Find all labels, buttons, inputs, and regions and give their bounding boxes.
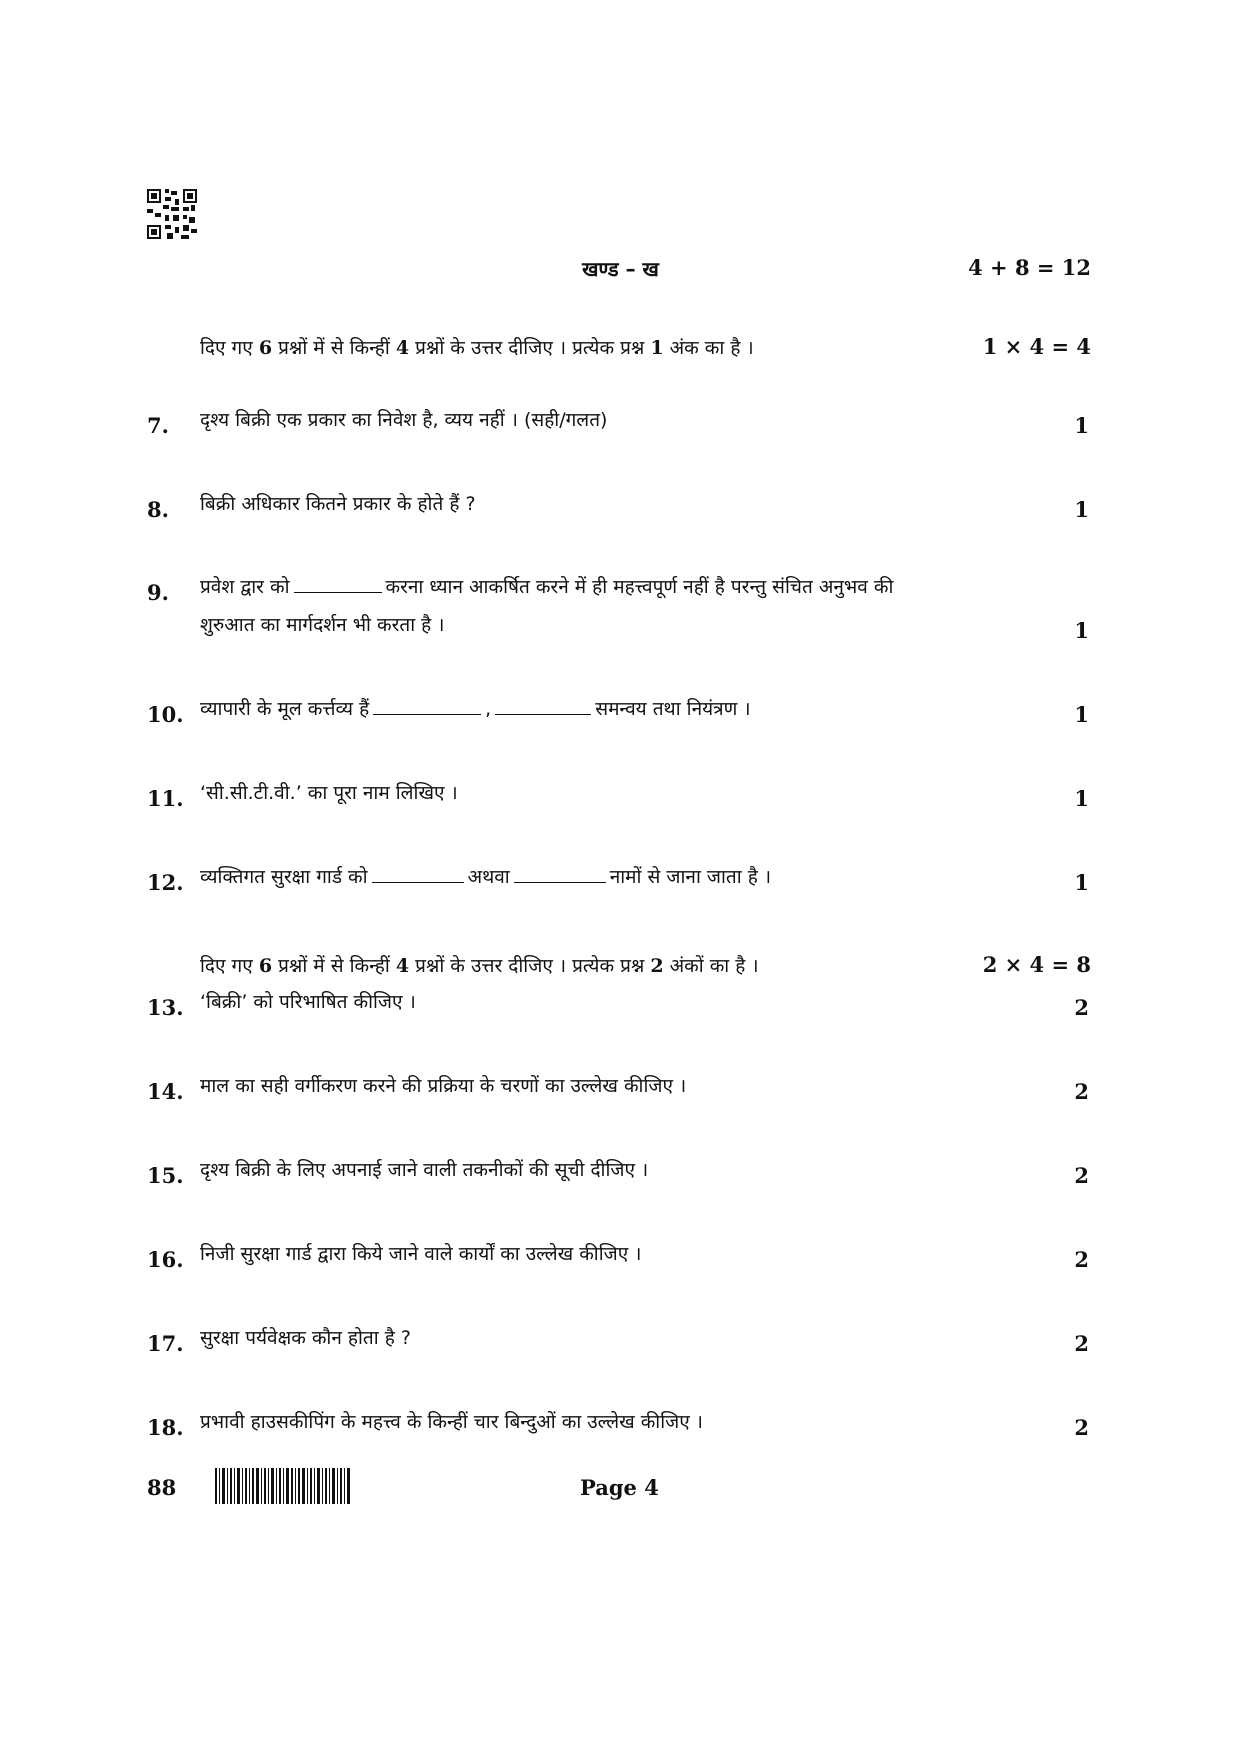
page-number: Page 4 <box>580 1475 659 1500</box>
question-text: निजी सुरक्षा गार्ड द्वारा किये जाने वाले कार्यों का उल्लेख कीजिए । <box>200 1243 642 1265</box>
answer-blank <box>495 695 591 715</box>
question-text: प्रभावी हाउसकीपिंग के महत्त्व के किन्हीं चार बिन्दुओं का उल्लेख कीजिए । <box>200 1411 703 1433</box>
instruction-1-marks: 1 × 4 = 4 <box>982 334 1091 359</box>
question-text: दृश्य बिक्री एक प्रकार का निवेश है, व्यय नहीं । (सही/गलत) <box>200 409 608 431</box>
question-text: बिक्री अधिकार कितने प्रकार के होते हैं ? <box>200 493 476 515</box>
qr-code <box>147 188 197 240</box>
instruction-1: दिए गए 6 प्रश्नों में से किन्हीं 4 प्रश्नों के उत्तर दीजिए । प्रत्येक प्रश्न 1 अंक का है । <box>200 337 754 359</box>
question-marks: 2 <box>1074 995 1089 1020</box>
question-text: व्यक्तिगत सुरक्षा गार्ड को अथवा नामों से जाना जाता है । <box>200 858 1060 896</box>
question-marks: 1 <box>1074 413 1089 438</box>
question-marks: 1 <box>1074 497 1089 522</box>
question-marks: 1 <box>1074 870 1089 895</box>
question-marks: 2 <box>1074 1415 1089 1440</box>
instruction-2-marks: 2 × 4 = 8 <box>982 952 1091 977</box>
question-text: ‘बिक्री’ को परिभाषित कीजिए । <box>200 991 416 1013</box>
question-number: 14. <box>147 1079 184 1104</box>
answer-blank <box>514 863 606 883</box>
paper-code: 88 <box>147 1475 177 1500</box>
question-number: 16. <box>147 1247 184 1272</box>
question-number: 17. <box>147 1331 184 1356</box>
question-text: व्यापारी के मूल कर्त्तव्य हैं , समन्वय तथा नियंत्रण । <box>200 690 1060 728</box>
section-title: खण्ड – ख <box>582 257 659 281</box>
question-number: 18. <box>147 1415 184 1440</box>
section-marks: 4 + 8 = 12 <box>968 255 1091 280</box>
answer-blank <box>373 695 481 715</box>
barcode <box>215 1468 350 1504</box>
question-number: 15. <box>147 1163 184 1188</box>
answer-blank <box>372 863 464 883</box>
question-number: 7. <box>147 413 169 438</box>
question-text: दृश्य बिक्री के लिए अपनाई जाने वाली तकनीकों की सूची दीजिए । <box>200 1159 649 1181</box>
question-marks: 2 <box>1074 1163 1089 1188</box>
question-marks: 1 <box>1074 702 1089 727</box>
question-text: सुरक्षा पर्यवेक्षक कौन होता है ? <box>200 1327 411 1349</box>
question-number: 13. <box>147 995 184 1020</box>
question-number: 10. <box>147 702 184 727</box>
answer-blank <box>294 573 382 593</box>
question-marks: 2 <box>1074 1331 1089 1356</box>
question-marks: 1 <box>1074 618 1089 643</box>
question-text: प्रवेश द्वार को करना ध्यान आकर्षित करने में ही महत्त्वपूर्ण नहीं है परन्तु संचित अनुभव की शुरुआत का मार्गदर्शन भी करता है । <box>200 568 1060 644</box>
question-text: ‘सी.सी.टी.वी.’ का पूरा नाम लिखिए । <box>200 782 458 804</box>
instruction-2: दिए गए 6 प्रश्नों में से किन्हीं 4 प्रश्नों के उत्तर दीजिए । प्रत्येक प्रश्न 2 अंकों का है । <box>200 955 759 977</box>
question-number: 9. <box>147 580 169 605</box>
question-marks: 2 <box>1074 1247 1089 1272</box>
question-marks: 2 <box>1074 1079 1089 1104</box>
question-number: 11. <box>147 786 184 811</box>
question-marks: 1 <box>1074 786 1089 811</box>
question-number: 12. <box>147 870 184 895</box>
question-text: माल का सही वर्गीकरण करने की प्रक्रिया के चरणों का उल्लेख कीजिए । <box>200 1075 687 1097</box>
question-number: 8. <box>147 497 169 522</box>
